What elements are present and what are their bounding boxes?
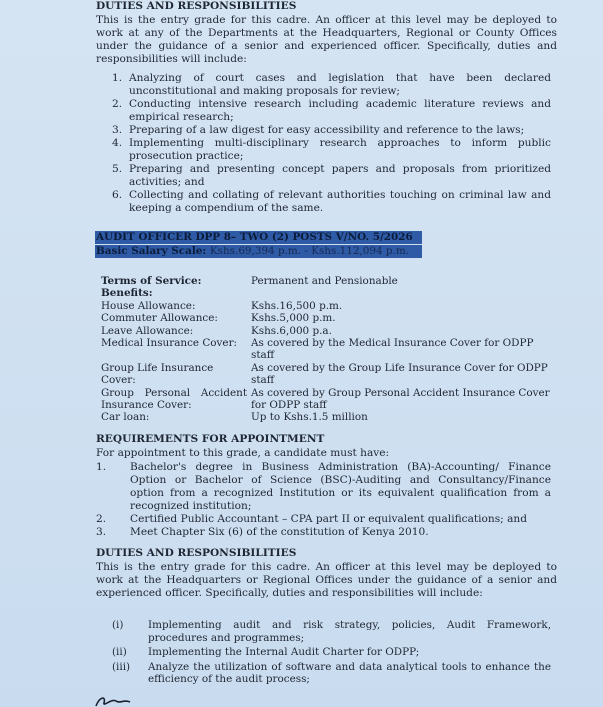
- table-row: Group Life Insurance Cover: As covered by the Group Life Insurance Cover for ODPP staff: [101, 361, 548, 387]
- list-item: 1. Bachelor's degree in Business Administration (BA)-Accounting/ Finance Option or Bachelor of Science (BSC)-Auditing and Consultancy/Finance option from a recognized Institution or its equivalent qualification from a recognized institution;: [96, 461, 551, 512]
- section1-intro: This is the entry grade for this cadre. An officer at this level may be deployed to work at any of the Departments at the Headquarters, Regional or County Offices under the guidance of a senior and experienced officer. Specifically, duties and responsibilities will include:: [96, 14, 557, 65]
- list-item: 3. Meet Chapter Six (6) of the constitution of Kenya 2010.: [96, 526, 429, 538]
- table-row: Benefits:: [101, 287, 153, 300]
- terms-table: [101, 275, 556, 424]
- list-item: 4. Implementing multi-disciplinary research approaches to inform public prosecution practice;: [112, 137, 551, 162]
- section1-heading: DUTIES AND RESPONSIBILITIES: [96, 0, 297, 12]
- table-row: Medical Insurance Cover: As covered by the Medical Insurance Cover for ODPP staff: [101, 337, 534, 362]
- section2-intro: This is the entry grade for this cadre. An officer at this level may be deployed to work at the Headquarters or Regional Offices under the guidance of a senior and experienced officer. Specifically, duties and responsibilities will include:: [96, 561, 557, 599]
- post-title-banner: AUDIT OFFICER DPP 8– TWO (2) POSTS V/NO. 5/2026: [95, 231, 422, 244]
- list-item: 2. Certified Public Accountant – CPA part II or equivalent qualifications; and: [96, 513, 528, 525]
- list-item: (iii) Analyze the utilization of software and data analytical tools to enhance the efficiency of the audit process;: [112, 660, 551, 686]
- list-item: (ii) Implementing the Internal Audit Charter for ODPP;: [112, 646, 420, 659]
- table-row: Leave Allowance: Kshs.6,000 p.a.: [101, 324, 332, 337]
- table-row: Commuter Allowance: Kshs.5,000 p.m.: [101, 312, 336, 325]
- list-item: 2. Conducting intensive research including academic literature reviews and empirical research;: [112, 98, 551, 123]
- table-row: House Allowance: Kshs.16,500 p.m.: [101, 299, 343, 312]
- list-item: 5. Preparing and presenting concept papers and proposals from prioritized activities; and: [112, 163, 551, 188]
- section1-list: [112, 72, 551, 215]
- table-row: Car loan: Up to Kshs.1.5 million: [101, 411, 368, 424]
- requirements-list: [96, 461, 551, 539]
- salary-value: Kshs.69,394 p.m. - Kshs.112,094 p.m.: [209, 245, 410, 257]
- signature-mark: [94, 694, 134, 707]
- salary-banner: [95, 245, 422, 258]
- list-item: 6. Collecting and collating of relevant authorities touching on criminal law and keeping a compendium of the same.: [112, 189, 551, 214]
- requirements-heading: REQUIREMENTS FOR APPOINTMENT: [96, 433, 325, 445]
- table-row: Terms of Service: Permanent and Pensionable: [101, 275, 398, 287]
- requirements-intro: For appointment to this grade, a candidate must have:: [96, 447, 390, 459]
- section2-heading: DUTIES AND RESPONSIBILITIES: [96, 547, 297, 559]
- section2-list: [112, 619, 551, 688]
- list-item: (i) Implementing audit and risk strategy, policies, Audit Framework, procedures and programmes;: [112, 619, 551, 644]
- list-item: 1. Analyzing of court cases and legislation that have been declared unconstitutional and making proposals for review;: [112, 72, 551, 97]
- list-item: 3. Preparing of a law digest for easy accessibility and reference to the laws;: [112, 124, 525, 136]
- table-row: Group Personal Accident Insurance Cover: As covered by Group Personal Accident Insurance Cover for ODPP staff: [101, 386, 550, 412]
- salary-label: Basic Salary Scale:: [96, 245, 207, 257]
